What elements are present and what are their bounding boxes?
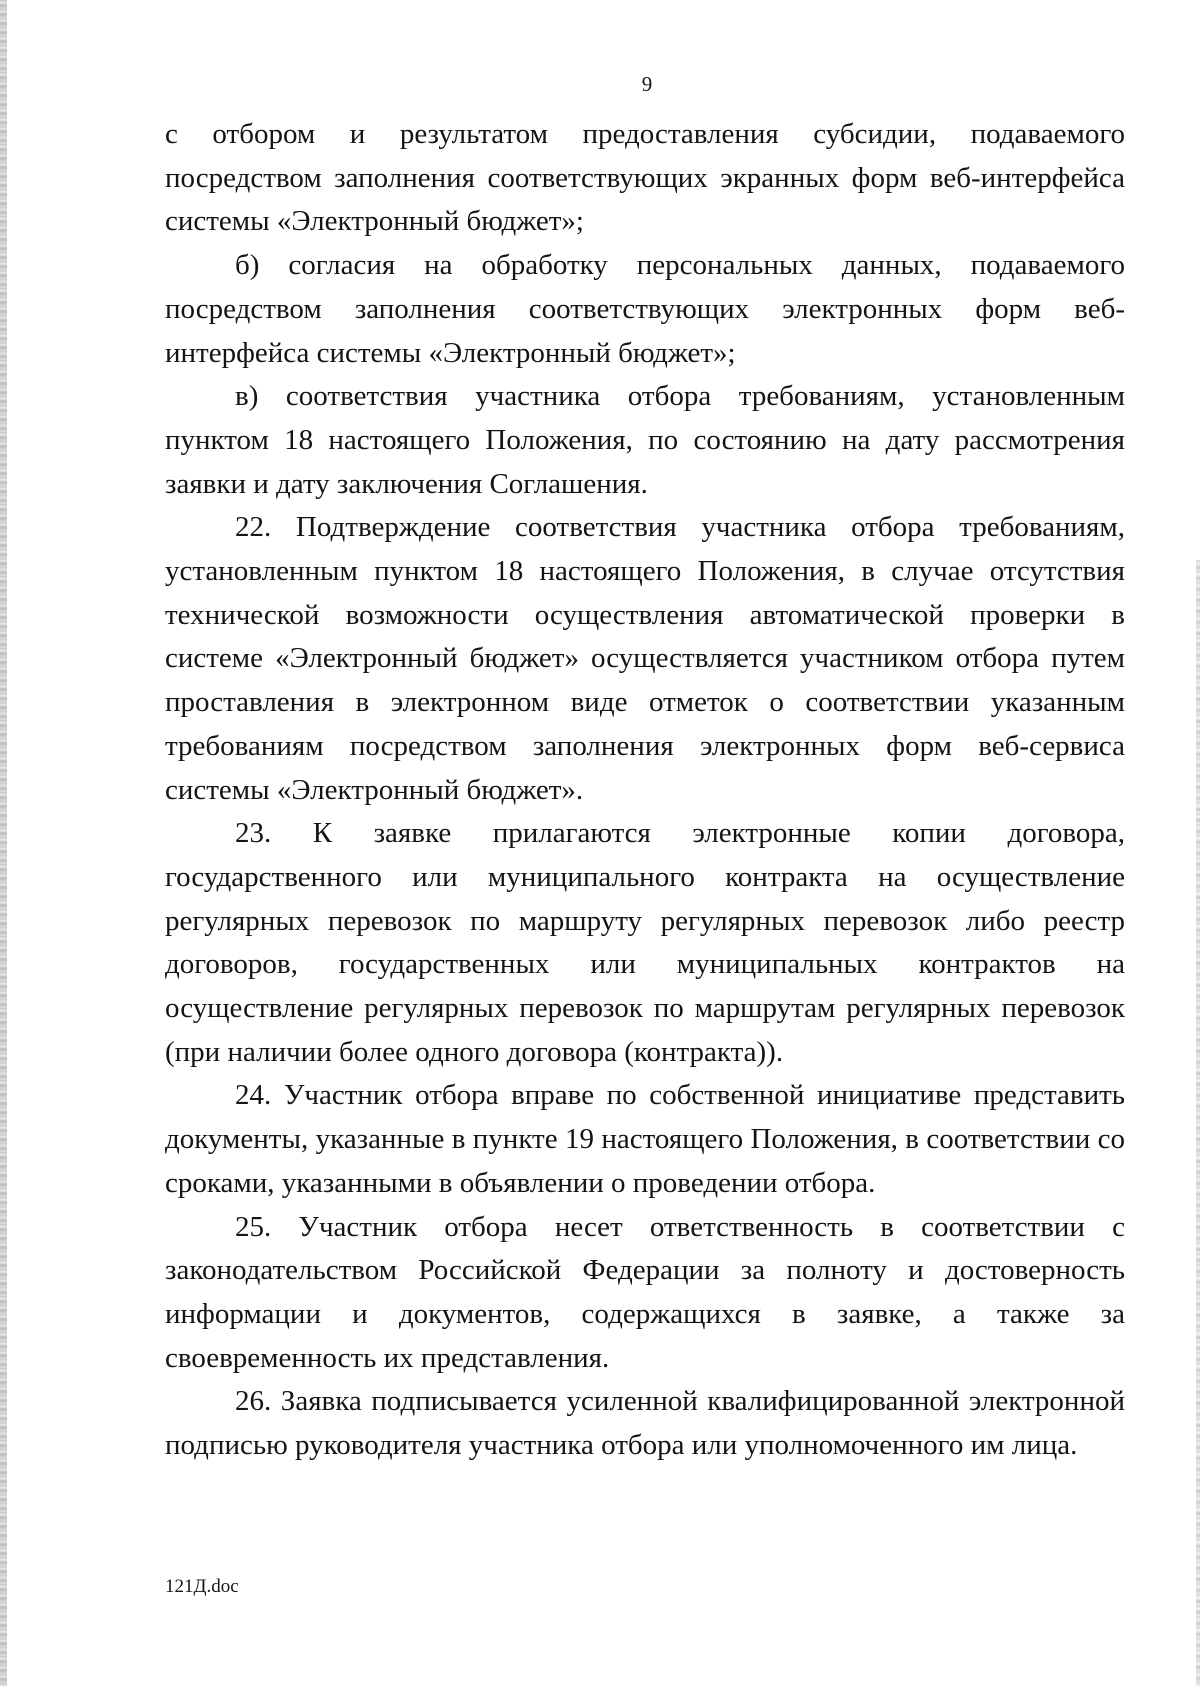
paragraph-4: 22. Подтверждение соответствия участника отбора требованиям, установленным пунктом 18 настоящего Положения, в случае отсутствия технической возможности осуществления автоматической проверки в системе «Электронный бюджет» осуществляется участником отбора путем проставления в электронном виде отметок о соответствии указанным требованиям посредством заполнения электронных форм веб-сервиса системы «Электронный бюджет». xyxy=(165,511,1125,806)
paragraph-5: 23. К заявке прилагаются электронные копии договора, государственного или муниципального контракта на осуществление регулярных перевозок по маршруту регулярных перевозок либо реестр договоров, государственных или муниципальных контрактов на осуществление регулярных перевозок по маршрутам регулярных перевозок (при наличии более одного договора (контракта)). xyxy=(165,817,1125,1068)
paragraph-6: 24. Участник отбора вправе по собственной инициативе представить документы, указанные в пункте 19 настоящего Положения, в соответствии со сроками, указанными в объявлении о проведении отбора. xyxy=(165,1079,1125,1199)
page-number: 9 xyxy=(641,72,653,96)
paragraph-2: б) согласия на обработку персональных данных, подаваемого посредством заполнения соответствующих электронных форм веб-интерфейса системы «Электронный бюджет»; xyxy=(165,249,1125,369)
document-body xyxy=(165,113,1125,1468)
scan-edge-right xyxy=(1196,560,1200,1686)
paragraph-8: 26. Заявка подписывается усиленной квалифицированной электронной подписью руководителя участника отбора или уполномоченного им лица. xyxy=(165,1385,1125,1462)
scan-edge-left xyxy=(0,0,7,1686)
paragraph-1: с отбором и результатом предоставления субсидии, подаваемого посредством заполнения соответствующих экранных форм веб-интерфейса системы «Электронный бюджет»; xyxy=(165,118,1125,238)
paragraph-3: в) соответствия участника отбора требованиям, установленным пунктом 18 настоящего Положения, по состоянию на дату рассмотрения заявки и дату заключения Соглашения. xyxy=(165,380,1125,500)
paragraph-7: 25. Участник отбора несет ответственность в соответствии с законодательством Российской Федерации за полноту и достоверность информации и документов, содержащихся в заявке, а также за своевременность их представления. xyxy=(165,1210,1125,1374)
footer-filename: 121Д.doc xyxy=(165,1576,239,1597)
